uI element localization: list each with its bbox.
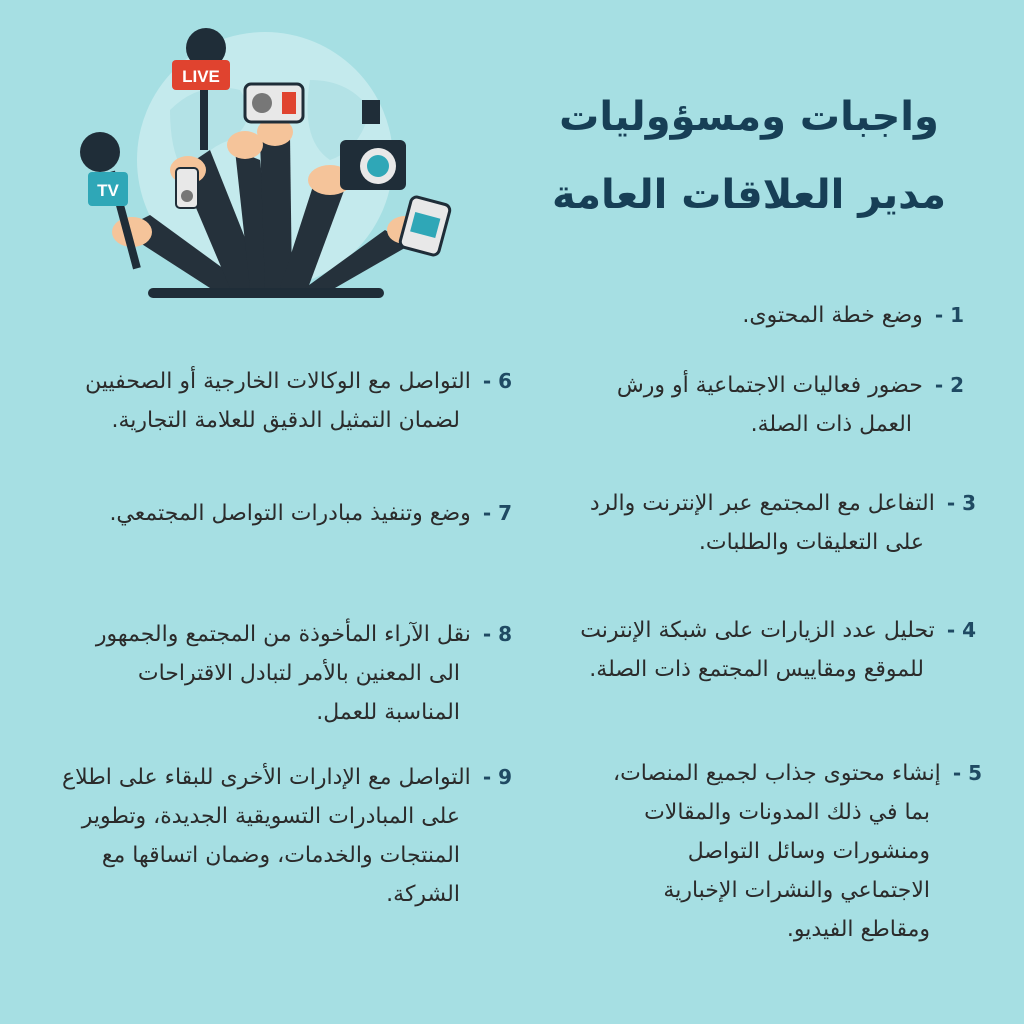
list-item-7: [109, 494, 512, 533]
live-label: LIVE: [182, 67, 220, 86]
item-text: الى المعنين بالأمر لتبادل الاقتراحات: [137, 661, 460, 686]
item-text: تحليل عدد الزيارات على شبكة الإنترنت: [580, 618, 935, 643]
press-illustration: [60, 20, 470, 310]
item-text: الاجتماعي والنشرات الإخبارية: [663, 878, 930, 903]
item-number: 5 -: [952, 761, 982, 785]
item-number: 7 -: [482, 501, 512, 525]
list-item-3: [590, 484, 976, 562]
item-text: التواصل مع الوكالات الخارجية أو الصحفيين: [85, 369, 471, 394]
item-text: على التعليقات والطلبات.: [698, 530, 924, 555]
item-text: إنشاء محتوى جذاب لجميع المنصات،: [613, 761, 941, 786]
item-text: ومقاطع الفيديو.: [786, 917, 930, 942]
item-text: التفاعل مع المجتمع عبر الإنترنت والرد: [589, 491, 935, 516]
list-item-9: [62, 758, 512, 914]
title-line-2: مدير العلاقات العامة: [551, 172, 947, 218]
item-text: العمل ذات الصلة.: [750, 412, 912, 437]
list-item-2: [617, 366, 964, 444]
item-text: المنتجات والخدمات، وضمان اتساقها مع: [101, 843, 460, 868]
tv-microphone-icon: [80, 132, 141, 269]
item-text: بما في ذلك المدونات والمقالات: [644, 800, 930, 825]
item-text: حضور فعاليات الاجتماعية أو ورش: [616, 373, 923, 398]
item-text: لضمان التمثيل الدقيق للعلامة التجارية.: [111, 408, 460, 433]
item-text: التواصل مع الإدارات الأخرى للبقاء على اطلاع: [62, 765, 471, 790]
page-title: [514, 78, 984, 234]
item-number: 1 -: [934, 303, 964, 327]
item-number: 3 -: [946, 491, 976, 515]
item-text: المناسبة للعمل.: [316, 700, 460, 725]
item-text: نقل الآراء المأخوذة من المجتمع والجمهور: [95, 622, 471, 647]
tv-label: TV: [97, 181, 119, 200]
small-recorder-icon: [176, 168, 198, 208]
item-text: ومنشورات وسائل التواصل: [687, 839, 930, 864]
list-item-8: [96, 615, 512, 732]
item-number: 4 -: [946, 618, 976, 642]
recorder-icon: [245, 84, 303, 122]
list-item-4: [580, 611, 976, 689]
item-text: وضع خطة المحتوى.: [742, 303, 923, 328]
list-item-1: [742, 296, 964, 335]
list-item-5: [613, 754, 982, 949]
item-number: 8 -: [482, 622, 512, 646]
cassette-recorder-icon: [399, 196, 451, 257]
list-item-6: [85, 362, 512, 440]
item-text: الشركة.: [386, 882, 460, 907]
item-text: وضع وتنفيذ مبادرات التواصل المجتمعي.: [109, 501, 471, 526]
item-number: 9 -: [482, 765, 512, 789]
item-number: 6 -: [482, 369, 512, 393]
item-number: 2 -: [934, 373, 964, 397]
item-text: للموقع ومقاييس المجتمع ذات الصلة.: [589, 657, 924, 682]
base-bar: [148, 288, 384, 298]
title-line-1: واجبات ومسؤوليات: [559, 94, 939, 140]
item-text: على المبادرات التسويقية الجديدة، وتطوير: [81, 804, 460, 829]
